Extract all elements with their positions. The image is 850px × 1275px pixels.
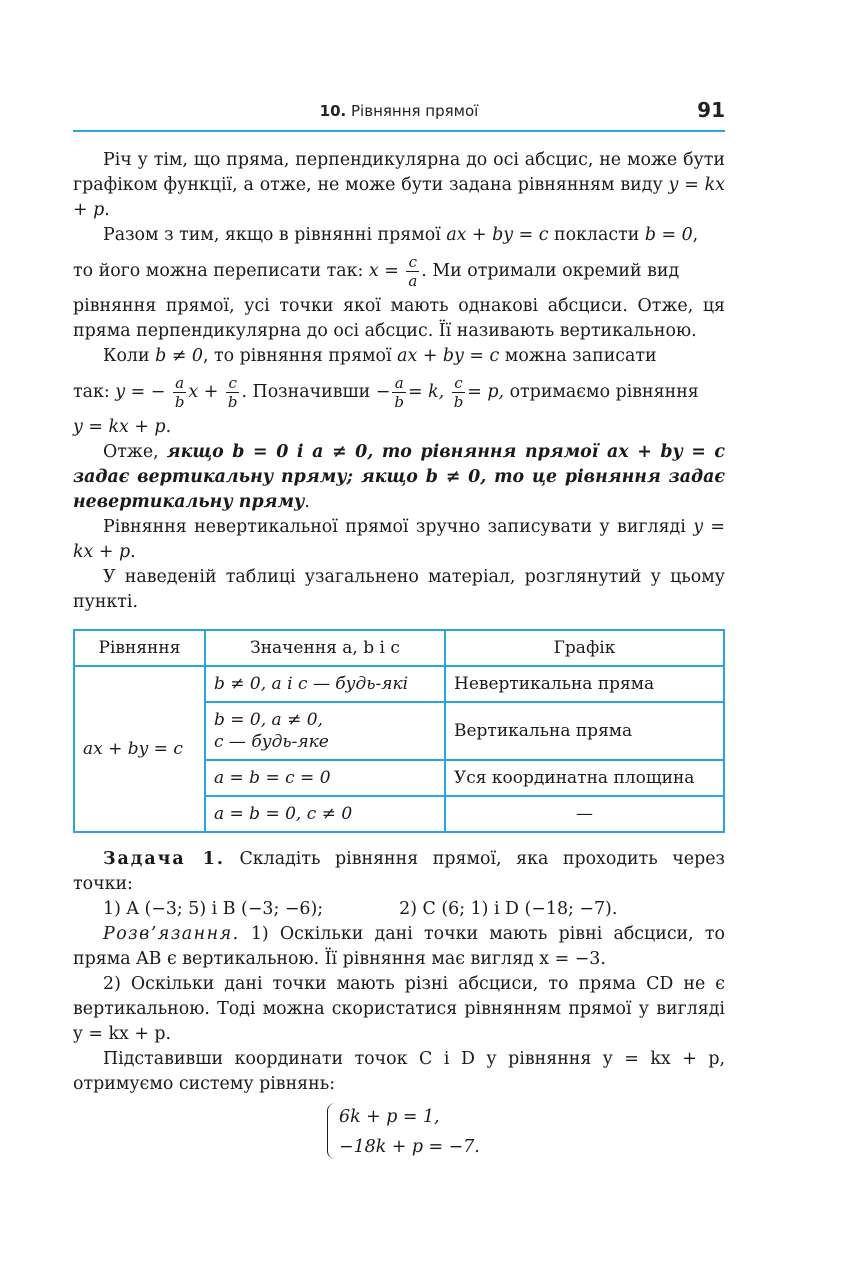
- table-values-cell: a = b = c = 0: [205, 760, 445, 796]
- page-content: [73, 148, 725, 1163]
- fraction-a-over-b-2: $\frac{a}{b}$: [394, 374, 404, 411]
- paragraph-3-formula-line: [73, 369, 725, 415]
- p2-f: рівняння прямої, усі точки якої мають однакові абсциси. Отже, ця пряма перпендикулярна до осі абсцис. Її називають вертикальною.: [73, 296, 725, 341]
- p2-formula-1: ax + by = c: [446, 225, 549, 245]
- p3-b: , то рівняння прямої: [202, 346, 398, 366]
- page-number: 91: [697, 98, 725, 122]
- paragraph-6: [73, 565, 725, 615]
- p2-formula-2: b = 0: [644, 225, 693, 245]
- p3-a: Коли: [103, 346, 156, 366]
- solution-s1: 1) Оскільки дані точки мають рівні абсциси, то пряма AB є вертикальною. Її рівняння має вигляд x = −3.: [73, 924, 725, 969]
- table-graph-cell: Вертикальна пряма: [445, 702, 724, 760]
- paragraph-3-end: [73, 415, 725, 440]
- paragraph-2: [73, 223, 725, 248]
- p3-f1: b ≠ 0: [155, 346, 203, 366]
- p4-rule: якщо b = 0 і a ≠ 0, то рівняння прямої ax + by = c задає вертикальну пряму; якщо b ≠ 0, то це рівняння задає невертикальну пряму: [73, 442, 725, 512]
- values-line-1: b = 0, a ≠ 0,: [214, 710, 323, 730]
- p5-text: Рівняння невертикальної прямої зручно записувати у вигляді: [103, 517, 694, 537]
- fraction-c-over-b: $\frac{c}{b}$: [227, 374, 238, 411]
- solution-part-2: [73, 972, 725, 1047]
- table-values-cell: a = b = 0, c ≠ 0: [205, 796, 445, 832]
- section-title-text: Рівняння прямої: [351, 102, 479, 120]
- fraction-a-over-b: $\frac{a}{b}$: [174, 374, 185, 411]
- p2-formula-3-lhs: x =: [368, 261, 399, 281]
- p6-text: У наведеній таблиці узагальнено матеріал, розглянутий у цьому пункті.: [73, 567, 725, 612]
- task-item-1: 1) A (−3; 5) і B (−3; −6);: [103, 899, 324, 919]
- p3-e8: отримаємо рівняння: [504, 382, 699, 402]
- p1-text: Річ у тім, що пряма, перпендикулярна до осі абсцис, не може бути графіком функції, а отже, не може бути задана рівнянням виду: [73, 150, 725, 195]
- p2-a: Разом з тим, якщо в рівнянні прямої: [103, 225, 447, 245]
- table-header-equation: Рівняння: [74, 630, 205, 666]
- fraction-c-over-a: $\frac{c}{a}$: [408, 253, 418, 290]
- section-title: [73, 102, 725, 120]
- table-values-cell: b ≠ 0, a і c — будь-які: [205, 666, 445, 702]
- values-line-2: c — будь-яке: [214, 732, 329, 752]
- p3-e4: −: [375, 382, 391, 402]
- paragraph-5: [73, 515, 725, 565]
- p3-e3: . Позначивши: [241, 382, 376, 402]
- p3-e5: = k,: [407, 382, 445, 402]
- section-number: 10.: [319, 102, 347, 120]
- summary-table: [73, 629, 725, 833]
- table-equation-cell: ax + by = c: [74, 666, 205, 832]
- solution-s3: Підставивши координати точок C і D у рівняння y = kx + p, отримуємо систему рівнянь:: [73, 1049, 725, 1094]
- table-header-values: Значення a, b і c: [205, 630, 445, 666]
- p4-c: .: [304, 492, 310, 512]
- solution-label: Розв’язання.: [103, 924, 240, 944]
- p3-f: y = kx + p: [73, 417, 166, 437]
- table-graph-cell: Уся координатна площина: [445, 760, 724, 796]
- p1-formula: y = kx + p: [73, 175, 725, 220]
- table-header-row: [74, 630, 724, 666]
- solution-part-3: [73, 1047, 725, 1097]
- table-graph-cell: —: [445, 796, 724, 832]
- solution-part-1: [73, 922, 725, 972]
- p3-g: .: [165, 417, 172, 437]
- p3-c: можна записати: [499, 346, 657, 366]
- page-header: [73, 96, 725, 132]
- task-item-2: 2) C (6; 1) і D (−18; −7).: [399, 899, 618, 919]
- p3-e1: y = −: [115, 382, 166, 402]
- p2-b: покласти: [548, 225, 645, 245]
- equation-system: [327, 1103, 725, 1163]
- table-graph-cell: Невертикальна пряма: [445, 666, 724, 702]
- p2-d: то його можна переписати так:: [73, 261, 369, 281]
- paragraph-2-end: [73, 294, 725, 344]
- task-items: [73, 897, 725, 922]
- p2-c: ,: [692, 225, 699, 245]
- paragraph-1: [73, 148, 725, 223]
- p1-end: .: [104, 200, 110, 220]
- paragraph-2-formula-line: [73, 248, 725, 294]
- p3-d: так:: [73, 382, 116, 402]
- table-header-graph: Графік: [445, 630, 724, 666]
- task-statement: [73, 847, 725, 897]
- p3-e7: = p,: [467, 382, 505, 402]
- p3-f2: ax + by = c: [397, 346, 500, 366]
- curly-brace-icon: [327, 1103, 336, 1159]
- p5-end: .: [130, 542, 136, 562]
- solution-s2: 2) Оскільки дані точки мають різні абсциси, то пряма CD не є вертикальною. Тоді можна скористатися рівнянням прямої у вигляді y = kx + p.: [73, 974, 725, 1044]
- table-row: [74, 666, 724, 702]
- p5-formula: y = kx + p: [73, 517, 726, 562]
- p2-e: . Ми отримали окремий вид: [421, 261, 680, 281]
- p3-e2: x +: [188, 382, 219, 402]
- table-values-cell: [205, 702, 445, 760]
- paragraph-3: [73, 344, 725, 369]
- paragraph-4: [73, 440, 725, 515]
- system-equation-1: 6k + p = 1,: [339, 1107, 440, 1127]
- task-label: Задача 1.: [103, 849, 225, 869]
- p4-a: Отже,: [103, 442, 167, 462]
- task-text: Складіть рівняння прямої, яка проходить через точки:: [73, 849, 725, 894]
- fraction-c-over-b-2: $\frac{c}{b}$: [453, 374, 464, 411]
- system-equation-2: −18k + p = −7.: [339, 1137, 480, 1157]
